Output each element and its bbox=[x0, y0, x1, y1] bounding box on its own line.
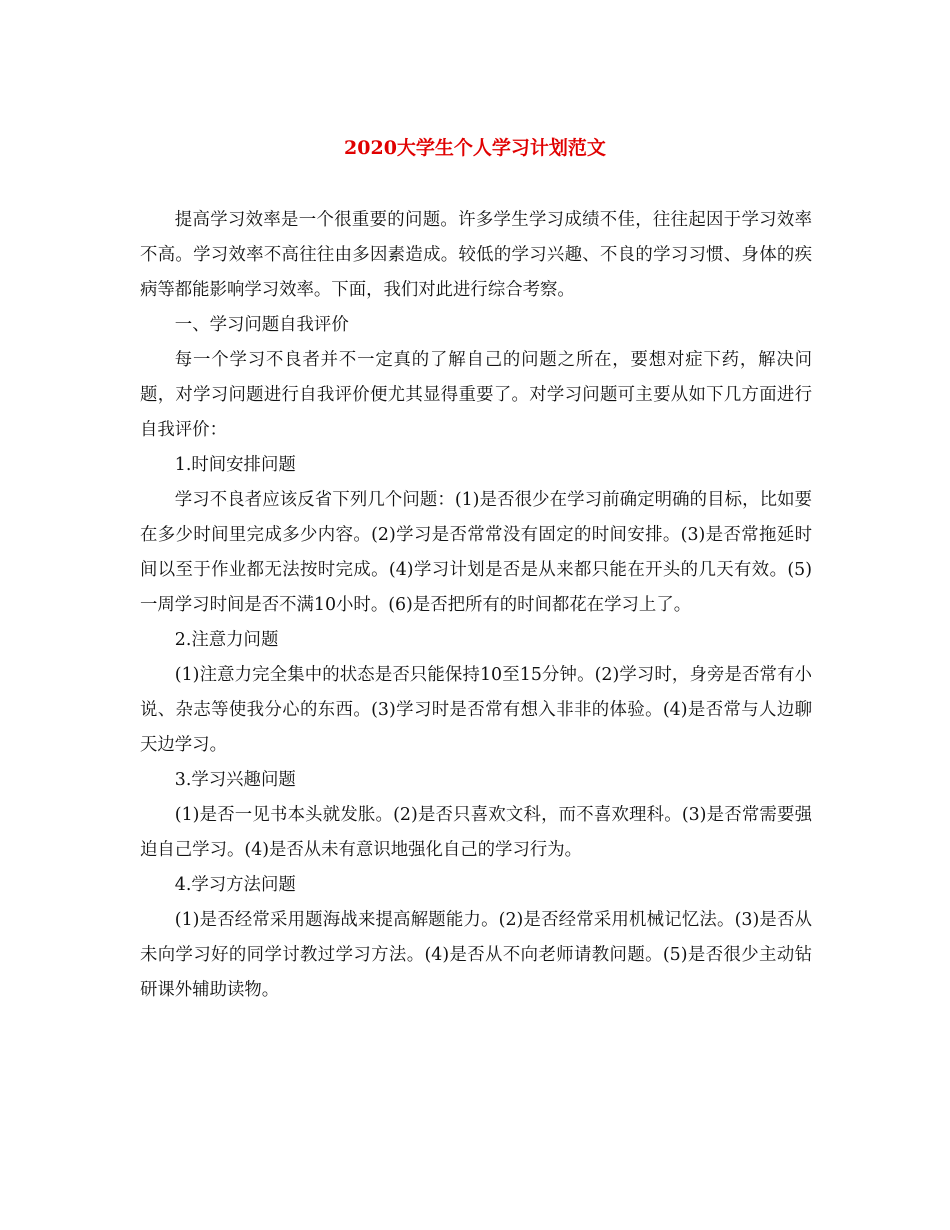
interest-paragraph: (1)是否一见书本头就发胀。(2)是否只喜欢文科，而不喜欢理科。(3)是否常需要强迫自己学习。(4)是否从未有意识地强化自己的学习行为。 bbox=[140, 805, 812, 860]
subheading-time-arrangement: 1.时间安排问题 bbox=[174, 455, 296, 475]
attention-paragraph: (1)注意力完全集中的状态是否只能保持10至15分钟。(2)学习时，身旁是否常有小说、杂志等使我分心的东西。(3)学习时是否常有想入非非的体验。(4)是否常与人边聊天边学习。 bbox=[140, 665, 812, 755]
study-method-paragraph: (1)是否经常采用题海战来提高解题能力。(2)是否经常采用机械记忆法。(3)是否从未向学习好的同学讨教过学习方法。(4)是否从不向老师请教问题。(5)是否很少主动钻研课外辅助读物。 bbox=[140, 910, 812, 1000]
self-evaluation-paragraph: 每一个学习不良者并不一定真的了解自己的问题之所在，要想对症下药，解决问题，对学习问题进行自我评价便尤其显得重要了。对学习问题可主要从如下几方面进行自我评价： bbox=[140, 350, 812, 440]
subheading-attention: 2.注意力问题 bbox=[174, 630, 279, 650]
section-heading-self-evaluation: 一、学习问题自我评价 bbox=[174, 315, 349, 335]
document-title: 2020大学生个人学习计划范文 bbox=[344, 137, 606, 159]
intro-paragraph: 提高学习效率是一个很重要的问题。许多学生学习成绩不佳，往往起因于学习效率不高。学习效率不高往往由多因素造成。较低的学习兴趣、不良的学习习惯、身体的疾病等都能影响学习效率。下面，我们对此进行综合考察。 bbox=[140, 210, 812, 300]
subheading-interest: 3.学习兴趣问题 bbox=[174, 770, 296, 790]
subheading-study-method: 4.学习方法问题 bbox=[174, 875, 296, 895]
document-body bbox=[140, 203, 812, 1008]
time-arrangement-paragraph: 学习不良者应该反省下列几个问题：(1)是否很少在学习前确定明确的目标，比如要在多少时间里完成多少内容。(2)学习是否常常没有固定的时间安排。(3)是否常拖延时间以至于作业都无法按时完成。(4)学习计划是否是从来都只能在开头的几天有效。(5)一周学习时间是否不满10小时。(6)是否把所有的时间都花在学习上了。 bbox=[140, 490, 812, 615]
